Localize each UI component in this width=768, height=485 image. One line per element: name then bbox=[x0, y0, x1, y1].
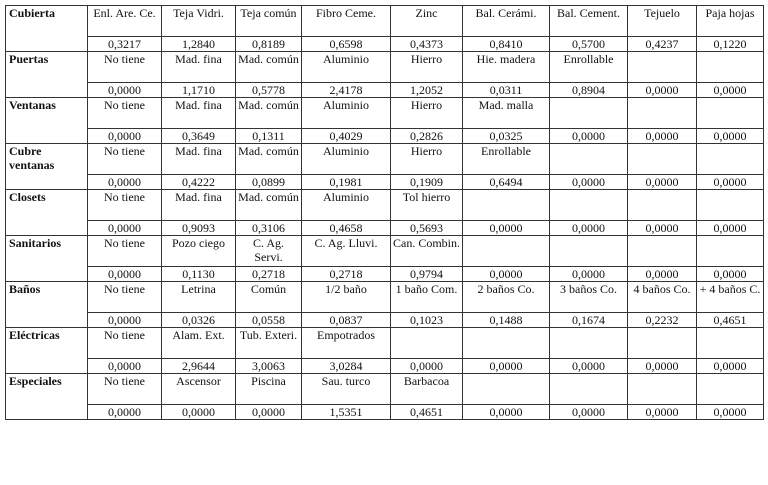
option-value: 3,0284 bbox=[302, 359, 391, 374]
option-label bbox=[697, 190, 764, 221]
option-value: 0,2718 bbox=[236, 267, 302, 282]
option-value: 0,0000 bbox=[697, 175, 764, 190]
option-value: 0,0000 bbox=[88, 221, 162, 236]
coefficients-table bbox=[5, 5, 764, 420]
option-value: 0,4651 bbox=[391, 405, 463, 420]
option-value: 0,0000 bbox=[697, 267, 764, 282]
option-value: 0,5693 bbox=[391, 221, 463, 236]
option-label bbox=[697, 52, 764, 83]
option-value: 0,1981 bbox=[302, 175, 391, 190]
section-value-row bbox=[6, 359, 764, 374]
option-value: 0,0000 bbox=[628, 175, 697, 190]
option-label bbox=[628, 144, 697, 175]
option-value: 0,0000 bbox=[463, 267, 550, 282]
option-label bbox=[463, 236, 550, 267]
section-label-row bbox=[6, 282, 764, 313]
option-label: Mad. malla bbox=[463, 98, 550, 129]
option-label: Alam. Ext. bbox=[162, 328, 236, 359]
option-label bbox=[463, 190, 550, 221]
option-value: 0,3106 bbox=[236, 221, 302, 236]
option-label: Empotrados bbox=[302, 328, 391, 359]
option-label: Hierro bbox=[391, 52, 463, 83]
option-value: 0,8904 bbox=[550, 83, 628, 98]
option-value: 0,0000 bbox=[88, 313, 162, 328]
option-label: + 4 baños C. bbox=[697, 282, 764, 313]
option-label: No tiene bbox=[88, 282, 162, 313]
option-label: Barbacoa bbox=[391, 374, 463, 405]
section-value-row bbox=[6, 129, 764, 144]
option-value: 0,1130 bbox=[162, 267, 236, 282]
option-label: 1/2 baño bbox=[302, 282, 391, 313]
option-label bbox=[697, 98, 764, 129]
option-value: 0,1311 bbox=[236, 129, 302, 144]
option-label: Enrollable bbox=[550, 52, 628, 83]
option-value: 0,0325 bbox=[463, 129, 550, 144]
option-label: Mad. común bbox=[236, 52, 302, 83]
option-label bbox=[550, 374, 628, 405]
option-value: 0,0000 bbox=[463, 405, 550, 420]
option-value: 0,0000 bbox=[550, 221, 628, 236]
option-value: 0,0000 bbox=[463, 221, 550, 236]
option-value: 0,0899 bbox=[236, 175, 302, 190]
option-value: 0,1674 bbox=[550, 313, 628, 328]
option-label: 1 baño Com. bbox=[391, 282, 463, 313]
option-value: 0,3649 bbox=[162, 129, 236, 144]
option-value: 0,0837 bbox=[302, 313, 391, 328]
option-label bbox=[628, 236, 697, 267]
option-value: 0,2232 bbox=[628, 313, 697, 328]
option-label: No tiene bbox=[88, 236, 162, 267]
option-value: 0,0000 bbox=[628, 83, 697, 98]
option-label bbox=[550, 236, 628, 267]
option-label: Hierro bbox=[391, 98, 463, 129]
option-label: Aluminio bbox=[302, 144, 391, 175]
section-value-row bbox=[6, 405, 764, 420]
option-value: 0,0000 bbox=[697, 129, 764, 144]
option-label: Enrollable bbox=[463, 144, 550, 175]
section-label-row bbox=[6, 374, 764, 405]
option-value: 0,0000 bbox=[697, 221, 764, 236]
option-label: Mad. fina bbox=[162, 52, 236, 83]
option-value: 0,4222 bbox=[162, 175, 236, 190]
section-value-row bbox=[6, 175, 764, 190]
option-label: Mad. común bbox=[236, 98, 302, 129]
section-label-row bbox=[6, 144, 764, 175]
option-label: Pozo ciego bbox=[162, 236, 236, 267]
option-value: 0,4029 bbox=[302, 129, 391, 144]
option-value: 0,0000 bbox=[697, 359, 764, 374]
option-value: 0,0000 bbox=[88, 129, 162, 144]
option-value: 0,3217 bbox=[88, 37, 162, 52]
option-label: No tiene bbox=[88, 52, 162, 83]
option-label: Can. Combin. bbox=[391, 236, 463, 267]
option-label bbox=[628, 98, 697, 129]
option-label: C. Ag. Servi. bbox=[236, 236, 302, 267]
option-label: No tiene bbox=[88, 374, 162, 405]
option-value: 0,0000 bbox=[628, 359, 697, 374]
option-value: 1,2840 bbox=[162, 37, 236, 52]
option-label: Paja hojas bbox=[697, 6, 764, 37]
section-label-row bbox=[6, 98, 764, 129]
section-label-row bbox=[6, 6, 764, 37]
option-value: 0,5778 bbox=[236, 83, 302, 98]
option-value: 0,5700 bbox=[550, 37, 628, 52]
option-label: Mad. común bbox=[236, 190, 302, 221]
section-label-row bbox=[6, 328, 764, 359]
option-label: Mad. fina bbox=[162, 144, 236, 175]
option-label: Ascensor bbox=[162, 374, 236, 405]
option-label bbox=[550, 144, 628, 175]
option-value: 1,5351 bbox=[302, 405, 391, 420]
option-value: 0,0000 bbox=[628, 405, 697, 420]
option-value: 0,9794 bbox=[391, 267, 463, 282]
option-label bbox=[697, 236, 764, 267]
option-value: 0,0000 bbox=[162, 405, 236, 420]
option-label: Común bbox=[236, 282, 302, 313]
option-label: Tub. Exteri. bbox=[236, 328, 302, 359]
option-value: 0,0000 bbox=[88, 267, 162, 282]
option-value: 0,1023 bbox=[391, 313, 463, 328]
section-label-row bbox=[6, 52, 764, 83]
option-label bbox=[463, 328, 550, 359]
option-label: Hie. madera bbox=[463, 52, 550, 83]
option-value: 0,8189 bbox=[236, 37, 302, 52]
option-label: Teja Vidri. bbox=[162, 6, 236, 37]
option-label: Mad. fina bbox=[162, 190, 236, 221]
option-label bbox=[550, 190, 628, 221]
option-value: 0,0000 bbox=[550, 405, 628, 420]
option-label: Enl. Are. Ce. bbox=[88, 6, 162, 37]
option-value: 0,0000 bbox=[88, 359, 162, 374]
section-value-row bbox=[6, 267, 764, 282]
option-label bbox=[550, 328, 628, 359]
option-value: 0,0000 bbox=[628, 267, 697, 282]
option-label: No tiene bbox=[88, 144, 162, 175]
option-value: 0,0000 bbox=[628, 221, 697, 236]
category-name: Cubierta bbox=[6, 6, 88, 52]
option-value: 0,1488 bbox=[463, 313, 550, 328]
option-value: 0,4373 bbox=[391, 37, 463, 52]
option-label: Zinc bbox=[391, 6, 463, 37]
option-label: Tol hierro bbox=[391, 190, 463, 221]
option-label: 2 baños Co. bbox=[463, 282, 550, 313]
section-label-row bbox=[6, 190, 764, 221]
section-value-row bbox=[6, 313, 764, 328]
option-label bbox=[628, 374, 697, 405]
option-value: 0,0000 bbox=[550, 267, 628, 282]
option-label bbox=[697, 328, 764, 359]
option-value: 0,9093 bbox=[162, 221, 236, 236]
option-value: 0,8410 bbox=[463, 37, 550, 52]
option-value: 0,6494 bbox=[463, 175, 550, 190]
option-value: 3,0063 bbox=[236, 359, 302, 374]
option-label: No tiene bbox=[88, 98, 162, 129]
option-value: 0,0000 bbox=[550, 175, 628, 190]
option-label bbox=[391, 328, 463, 359]
option-label: Letrina bbox=[162, 282, 236, 313]
category-name: Sanitarios bbox=[6, 236, 88, 282]
category-name: Baños bbox=[6, 282, 88, 328]
option-value: 0,6598 bbox=[302, 37, 391, 52]
option-label: Bal. Cement. bbox=[550, 6, 628, 37]
option-label bbox=[463, 374, 550, 405]
option-value: 1,2052 bbox=[391, 83, 463, 98]
option-label: Fibro Ceme. bbox=[302, 6, 391, 37]
option-value: 0,0000 bbox=[697, 83, 764, 98]
option-value: 0,0311 bbox=[463, 83, 550, 98]
option-value: 0,0000 bbox=[391, 359, 463, 374]
option-label: Aluminio bbox=[302, 52, 391, 83]
option-value: 2,4178 bbox=[302, 83, 391, 98]
option-value: 0,0000 bbox=[88, 83, 162, 98]
category-name: Ventanas bbox=[6, 98, 88, 144]
section-label-row bbox=[6, 236, 764, 267]
option-value: 0,0558 bbox=[236, 313, 302, 328]
section-value-row bbox=[6, 37, 764, 52]
option-value: 0,0000 bbox=[463, 359, 550, 374]
option-label: Sau. turco bbox=[302, 374, 391, 405]
category-name: Cubre ventanas bbox=[6, 144, 88, 190]
option-value: 0,0000 bbox=[88, 405, 162, 420]
option-value: 2,9644 bbox=[162, 359, 236, 374]
option-value: 0,0000 bbox=[88, 175, 162, 190]
table-body bbox=[6, 6, 764, 420]
option-label: Teja común bbox=[236, 6, 302, 37]
option-value: 0,0000 bbox=[550, 129, 628, 144]
option-value: 0,2718 bbox=[302, 267, 391, 282]
option-label: Bal. Cerámi. bbox=[463, 6, 550, 37]
option-label: Aluminio bbox=[302, 190, 391, 221]
option-label: Tejuelo bbox=[628, 6, 697, 37]
category-name: Eléctricas bbox=[6, 328, 88, 374]
option-label: Aluminio bbox=[302, 98, 391, 129]
option-value: 0,0000 bbox=[628, 129, 697, 144]
section-value-row bbox=[6, 221, 764, 236]
option-label: No tiene bbox=[88, 190, 162, 221]
category-name: Especiales bbox=[6, 374, 88, 420]
section-value-row bbox=[6, 83, 764, 98]
option-value: 0,1909 bbox=[391, 175, 463, 190]
category-name: Closets bbox=[6, 190, 88, 236]
option-label bbox=[550, 98, 628, 129]
option-label: Hierro bbox=[391, 144, 463, 175]
option-label: C. Ag. Lluvi. bbox=[302, 236, 391, 267]
option-value: 0,2826 bbox=[391, 129, 463, 144]
option-label: Mad. fina bbox=[162, 98, 236, 129]
option-label bbox=[628, 52, 697, 83]
option-value: 0,0000 bbox=[236, 405, 302, 420]
option-label: No tiene bbox=[88, 328, 162, 359]
option-label: 4 baños Co. bbox=[628, 282, 697, 313]
option-value: 0,0000 bbox=[550, 359, 628, 374]
category-name: Puertas bbox=[6, 52, 88, 98]
option-label bbox=[697, 144, 764, 175]
option-label bbox=[628, 328, 697, 359]
option-label: Mad. común bbox=[236, 144, 302, 175]
option-label bbox=[628, 190, 697, 221]
option-label bbox=[697, 374, 764, 405]
option-value: 0,4651 bbox=[697, 313, 764, 328]
option-value: 1,1710 bbox=[162, 83, 236, 98]
option-value: 0,4658 bbox=[302, 221, 391, 236]
option-label: 3 baños Co. bbox=[550, 282, 628, 313]
option-value: 0,4237 bbox=[628, 37, 697, 52]
option-value: 0,0000 bbox=[697, 405, 764, 420]
option-label: Piscina bbox=[236, 374, 302, 405]
option-value: 0,0326 bbox=[162, 313, 236, 328]
option-value: 0,1220 bbox=[697, 37, 764, 52]
